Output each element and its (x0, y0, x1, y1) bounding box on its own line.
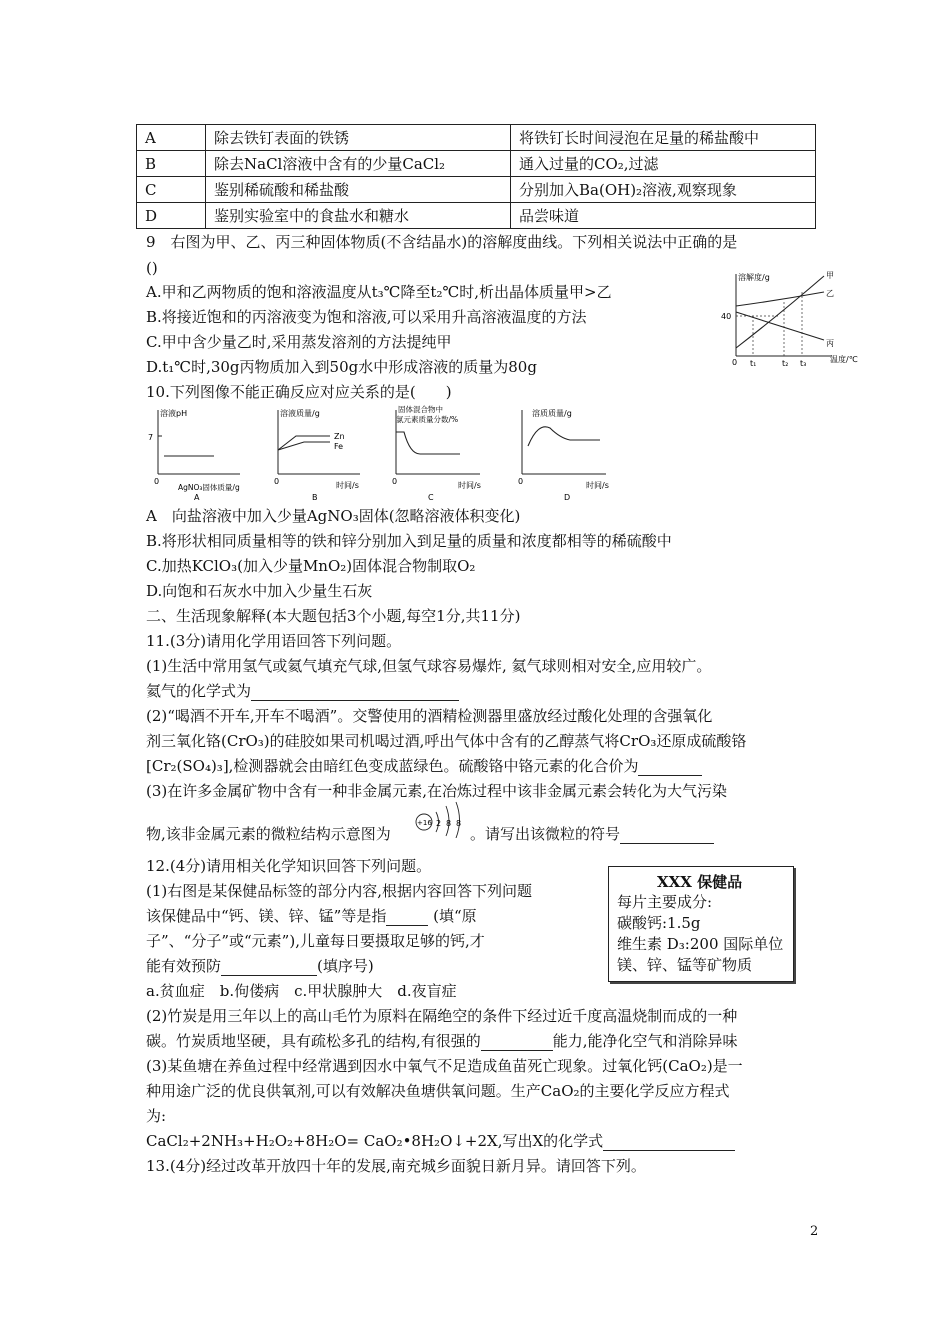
graph-c (392, 404, 481, 502)
q11-part2a: (2)“喝酒不开车,开车不喝酒”。交警使用的酒精检测器里盛放经过酸化处理的含强氧化 (146, 707, 713, 725)
q9-stem: 9 右图为甲、乙、丙三种固体物质(不含结晶水)的溶解度曲线。下列相关说法中正确的是 (146, 233, 738, 251)
q11-part1a: (1)生活中常用氢气或氦气填充气球,但氢气球容易爆炸, 氦气球则相对安全,应用较广。 (146, 657, 712, 675)
curve-label-bing: 丙 (826, 339, 834, 348)
graph-xtick-t1: t₁ (750, 359, 757, 368)
svg-text:0: 0 (518, 477, 524, 486)
q11-part3c (470, 824, 714, 844)
q12-part1b-hint: (填“原 (433, 907, 477, 925)
row-purpose: 鉴别实验室中的食盐水和糖水 (206, 203, 511, 229)
q12-part2a: (2)竹炭是用三年以上的高山毛竹为原料在隔绝空的条件下经过近千度高温烧制而成的一种 (146, 1007, 738, 1025)
svg-text:+16: +16 (417, 819, 432, 827)
q12-part3c: 为: (146, 1107, 167, 1125)
curve-label-yi: 乙 (826, 289, 834, 298)
svg-text:D: D (564, 493, 571, 502)
svg-text:Zn: Zn (334, 432, 345, 441)
svg-text:溶液pH: 溶液pH (160, 409, 188, 418)
q9-paren: () (146, 259, 158, 277)
answer-blank[interactable] (638, 759, 702, 776)
svg-text:时间/s: 时间/s (336, 481, 359, 490)
label-line: 镁、锌、锰等矿物质 (617, 956, 753, 974)
q10-option-d: D.向饱和石灰水中加入少量生石灰 (146, 582, 373, 600)
answer-blank[interactable] (221, 959, 317, 976)
q12-choices: a.贫血症 b.佝偻病 c.甲状腺肿大 d.夜盲症 (146, 982, 457, 1000)
q11-part3a: (3)在许多金属矿物中含有一种非金属元素,在冶炼过程中该非金属元素会转化为大气污染 (146, 782, 728, 800)
svg-text:8: 8 (456, 819, 462, 828)
row-method: 将铁钉长时间浸泡在足量的稀盐酸中 (511, 125, 816, 151)
label-line: 每片主要成分: (617, 893, 713, 911)
curve-yi (736, 292, 824, 306)
row-label: C (137, 177, 206, 203)
graph-xlabel: 温度/℃ (830, 355, 858, 364)
row-label: B (137, 151, 206, 177)
row-method: 分别加入Ba(OH)₂溶液,观察现象 (511, 177, 816, 203)
graph-b (274, 408, 360, 502)
q11-part3c-text: 。请写出该微粒的符号 (470, 825, 621, 843)
label-line: 碳酸钙:1.5g (617, 914, 701, 932)
table-row (137, 125, 816, 151)
graph-ylabel: 溶解度/g (738, 273, 770, 282)
svg-text:2: 2 (436, 819, 442, 828)
supplement-label (608, 866, 794, 982)
svg-text:A: A (194, 493, 200, 502)
svg-text:8: 8 (446, 819, 452, 828)
q12-part3d (146, 1131, 735, 1151)
q12-stem: 12.(4分)请用相关化学知识回答下列问题。 (146, 857, 432, 875)
row-method: 通入过量的CO₂,过滤 (511, 151, 816, 177)
q11-part1b-text: 氦气的化学式为 (146, 682, 252, 700)
q12-part2b (146, 1031, 738, 1051)
svg-text:0: 0 (274, 477, 280, 486)
svg-text:7: 7 (148, 433, 154, 442)
svg-text:溶液质量/g: 溶液质量/g (280, 409, 320, 418)
table-row (137, 177, 816, 203)
graph-a (148, 408, 240, 502)
table-row (137, 151, 816, 177)
q12-part1d-hint: (填序号) (317, 957, 374, 975)
q12-part1d (146, 956, 374, 976)
q9-option-a: A.甲和乙两物质的饱和溶液温度从t₃℃降至t₂℃时,析出晶体质量甲>乙 (146, 283, 612, 301)
graph-xtick-t3: t₃ (800, 359, 807, 368)
answer-blank[interactable] (386, 909, 428, 926)
svg-text:AgNO₃固体质量/g: AgNO₃固体质量/g (178, 483, 240, 492)
row-label: A (137, 125, 206, 151)
svg-text:B: B (312, 493, 318, 502)
svg-text:0: 0 (392, 477, 398, 486)
curve-bing (736, 312, 824, 340)
svg-text:Fe: Fe (334, 442, 344, 451)
svg-text:0: 0 (154, 477, 160, 486)
q10-stem: 10.下列图像不能正确反应对应关系的是( ) (146, 383, 452, 401)
q10-graphs (140, 402, 640, 504)
row-label: D (137, 203, 206, 229)
label-line: 维生素 D₃:200 国际单位 (617, 935, 784, 953)
q9-option-d: D.t₁℃时,30g丙物质加入到50g水中形成溶液的质量为80g (146, 358, 537, 376)
q12-part1b-text: 该保健品中“钙、镁、锌、锰”等是指 (146, 907, 387, 925)
q12-part2b-rest: 能力,能净化空气和消除异味 (552, 1032, 738, 1050)
answer-blank[interactable] (481, 1034, 553, 1051)
answer-blank[interactable] (251, 684, 459, 701)
row-purpose: 除去铁钉表面的铁锈 (206, 125, 511, 151)
options-table (136, 124, 816, 229)
q12-part1d-text: 能有效预防 (146, 957, 222, 975)
q9-option-c: C.甲中含少量乙时,采用蒸发溶剂的方法提纯甲 (146, 333, 452, 351)
svg-text:时间/s: 时间/s (458, 481, 481, 490)
svg-text:溶质质量/g: 溶质质量/g (532, 409, 572, 418)
svg-text:氯元素质量分数/%: 氯元素质量分数/% (396, 415, 459, 424)
q11-part3b: 物,该非金属元素的微粒结构示意图为 (146, 825, 391, 843)
q9-option-b: B.将接近饱和的丙溶液变为饱和溶液,可以采用升高溶液温度的方法 (146, 308, 587, 326)
section-heading: 二、生活现象解释(本大题包括3个小题,每空1分,共11分) (146, 607, 521, 625)
row-purpose: 除去NaCl溶液中含有的少量CaCl₂ (206, 151, 511, 177)
table-row (137, 203, 816, 229)
q13-stem: 13.(4分)经过改革开放四十年的发展,南充城乡面貌日新月异。请回答下列。 (146, 1157, 646, 1175)
graph-d (518, 408, 609, 502)
q11-part1b (146, 681, 459, 701)
answer-blank[interactable] (603, 1134, 735, 1151)
graph-xtick-t2: t₂ (782, 359, 789, 368)
q12-part1b (146, 906, 477, 926)
q12-part3b: 种用途广泛的优良供氧剂,可以有效解决鱼塘供氧问题。生产CaO₂的主要化学反应方程式 (146, 1082, 730, 1100)
q10-option-a: A 向盐溶液中加入少量AgNO₃固体(忽略溶液体积变化) (146, 507, 521, 525)
q12-part3d-text: CaCl₂+2NH₃+H₂O₂+8H₂O= CaO₂•8H₂O↓+2X,写出X的化学式 (146, 1132, 604, 1150)
solubility-graph (720, 266, 860, 370)
q12-part3a: (3)某鱼塘在养鱼过程中经常遇到因水中氧气不足造成鱼苗死亡现象。过氧化钙(CaO₂)是一 (146, 1057, 743, 1075)
q11-part2b: 剂三氧化铬(CrO₃)的硅胶如果司机喝过酒,呼出气体中含有的乙醇蒸气将CrO₃还原成硫酸铬 (146, 732, 747, 750)
q10-option-b: B.将形状相同质量相等的铁和锌分别加入到足量的质量和浓度都相等的稀硫酸中 (146, 532, 672, 550)
page-number: 2 (810, 1224, 819, 1239)
svg-text:C: C (428, 493, 434, 502)
q12-part1c: 子”、“分子”或“元素”),儿童每日要摄取足够的钙,才 (146, 932, 485, 950)
svg-text:时间/s: 时间/s (586, 481, 609, 490)
q11-part2c (146, 756, 702, 776)
answer-blank[interactable] (620, 827, 714, 844)
row-method: 品尝味道 (511, 203, 816, 229)
q12-part1a: (1)右图是某保健品标签的部分内容,根据内容回答下列问题 (146, 882, 533, 900)
graph-ytick: 40 (721, 312, 732, 321)
row-purpose: 鉴别稀硫酸和稀盐酸 (206, 177, 511, 203)
q12-part2b-text: 碳。竹炭质地坚硬，具有疏松多孔的结构,有很强的 (146, 1032, 481, 1050)
graph-origin: 0 (732, 358, 738, 367)
label-title: XXX 保健品 (657, 873, 743, 891)
curve-label-jia: 甲 (826, 271, 834, 280)
atom-structure-diagram (414, 800, 470, 838)
q11-stem: 11.(3分)请用化学用语回答下列问题。 (146, 632, 402, 650)
q11-part2c-text: [Cr₂(SO₄)₃],检测器就会由暗红色变成蓝绿色。硫酸铬中铬元素的化合价为 (146, 757, 639, 775)
curve-jia (736, 276, 824, 348)
svg-text:固体混合物中: 固体混合物中 (398, 405, 443, 414)
q10-option-c: C.加热KClO₃(加入少量MnO₂)固体混合物制取O₂ (146, 557, 476, 575)
